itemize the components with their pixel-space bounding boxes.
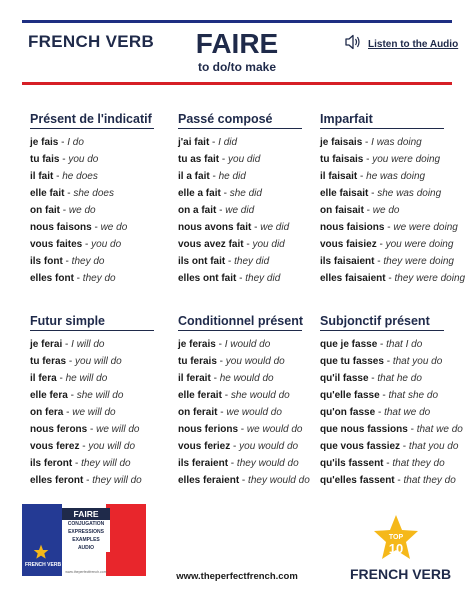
conjugation-row bbox=[320, 219, 466, 236]
english-translation: he does bbox=[62, 171, 98, 182]
english-translation: we did bbox=[260, 222, 290, 233]
french-form: que vous fassiez bbox=[320, 441, 401, 452]
separator: - bbox=[363, 205, 373, 216]
separator: - bbox=[58, 137, 68, 148]
french-form: nous ferions bbox=[178, 424, 239, 435]
separator: - bbox=[362, 137, 372, 148]
french-form: nous ferons bbox=[30, 424, 88, 435]
tense-block bbox=[30, 314, 176, 489]
french-form: qu'elle fasse bbox=[320, 390, 380, 401]
english-translation: they did bbox=[245, 273, 281, 284]
separator: - bbox=[407, 424, 417, 435]
french-form: nous faisons bbox=[30, 222, 92, 233]
conjugation-row bbox=[30, 438, 176, 455]
separator: - bbox=[79, 441, 89, 452]
conjugation-row bbox=[178, 151, 324, 168]
english-translation: he will do bbox=[65, 373, 108, 384]
separator: - bbox=[383, 356, 393, 367]
french-form: tu feras bbox=[30, 356, 67, 367]
french-form: tu fais bbox=[30, 154, 60, 165]
french-form: ils ont fait bbox=[178, 256, 226, 267]
conjugation-row bbox=[320, 134, 466, 151]
english-translation: they will do bbox=[92, 475, 142, 486]
separator: - bbox=[53, 171, 63, 182]
conjugation-row bbox=[178, 336, 324, 353]
tense-block bbox=[30, 112, 176, 287]
separator: - bbox=[377, 339, 387, 350]
conjugation-row bbox=[320, 404, 466, 421]
french-form: que tu fasses bbox=[320, 356, 384, 367]
english-translation: we were doing bbox=[393, 222, 458, 233]
english-translation: you would do bbox=[239, 441, 299, 452]
separator: - bbox=[219, 154, 229, 165]
french-form: elle fait bbox=[30, 188, 65, 199]
english-translation: I was doing bbox=[371, 137, 422, 148]
separator: - bbox=[217, 407, 227, 418]
english-translation: you will do bbox=[75, 356, 122, 367]
conjugation-row bbox=[320, 353, 466, 370]
french-form: qu'il fasse bbox=[320, 373, 369, 384]
conjugation-row bbox=[30, 202, 176, 219]
english-translation: we will do bbox=[72, 407, 116, 418]
english-translation: you do bbox=[91, 239, 122, 250]
flag-line: EXPRESSIONS bbox=[68, 529, 104, 535]
english-translation: that you do bbox=[392, 356, 443, 367]
conjugation-row bbox=[320, 270, 466, 287]
french-form: je ferai bbox=[30, 339, 63, 350]
conjugation-row bbox=[30, 168, 176, 185]
french-form: nous avons fait bbox=[178, 222, 252, 233]
conjugation-row bbox=[320, 202, 466, 219]
french-form: il faisait bbox=[320, 171, 358, 182]
english-translation: we did bbox=[225, 205, 255, 216]
conjugation-row bbox=[178, 202, 324, 219]
separator: - bbox=[221, 390, 231, 401]
separator: - bbox=[375, 407, 385, 418]
separator: - bbox=[368, 373, 378, 384]
separator: - bbox=[56, 373, 66, 384]
conjugation-row bbox=[30, 270, 176, 287]
english-translation: they do bbox=[71, 256, 105, 267]
footer-verb-label: FRENCH VERB bbox=[350, 566, 452, 582]
flag-line: AUDIO bbox=[77, 545, 95, 551]
french-form: on fait bbox=[30, 205, 60, 216]
english-translation: we would do bbox=[246, 424, 303, 435]
conjugation-row bbox=[320, 185, 466, 202]
conjugation-row bbox=[320, 151, 466, 168]
flag-small-url: www.theperfectfrench.com bbox=[65, 570, 107, 574]
flag-line: CONJUGATION bbox=[67, 521, 105, 527]
english-translation: you will do bbox=[88, 441, 136, 452]
english-translation: that we do bbox=[416, 424, 463, 435]
conjugation-row bbox=[30, 253, 176, 270]
page-subtitle: to do/to make bbox=[197, 60, 276, 74]
tense-block bbox=[320, 314, 466, 489]
french-form: il a fait bbox=[178, 171, 210, 182]
separator: - bbox=[82, 239, 92, 250]
conjugation-row bbox=[30, 421, 176, 438]
english-translation: we do bbox=[372, 205, 400, 216]
conjugation-row bbox=[320, 455, 466, 472]
french-form: j'ai fait bbox=[178, 137, 210, 148]
separator: - bbox=[225, 256, 235, 267]
tense-heading: Passé composé bbox=[178, 112, 302, 129]
separator: - bbox=[210, 373, 220, 384]
flag-line: EXAMPLES bbox=[72, 537, 100, 543]
separator: - bbox=[239, 475, 249, 486]
separator: - bbox=[216, 205, 226, 216]
english-translation: you did bbox=[228, 154, 261, 165]
english-translation: that they do bbox=[392, 458, 445, 469]
header-category-label: FRENCH VERB bbox=[28, 32, 155, 51]
french-form: elles feraient bbox=[178, 475, 240, 486]
english-translation: they did bbox=[234, 256, 270, 267]
english-translation: you did bbox=[252, 239, 285, 250]
french-form: elles faisaient bbox=[320, 273, 386, 284]
separator: - bbox=[91, 222, 101, 233]
flag-red-band bbox=[106, 504, 146, 576]
english-translation: that we do bbox=[384, 407, 431, 418]
french-form: tu faisais bbox=[320, 154, 364, 165]
conjugation-row bbox=[320, 438, 466, 455]
french-form: qu'elles fassent bbox=[320, 475, 395, 486]
flag-footer-label: FRENCH VERB bbox=[24, 562, 62, 568]
conjugation-row bbox=[178, 404, 324, 421]
french-form: on faisait bbox=[320, 205, 364, 216]
french-form: ils feraient bbox=[178, 458, 229, 469]
french-form: que nous fassions bbox=[320, 424, 408, 435]
conjugation-row bbox=[178, 270, 324, 287]
english-translation: he would do bbox=[219, 373, 274, 384]
conjugation-row bbox=[30, 404, 176, 421]
badge-number: 10 bbox=[388, 541, 404, 556]
separator: - bbox=[400, 441, 409, 452]
french-form: vous feriez bbox=[178, 441, 231, 452]
separator: - bbox=[87, 424, 97, 435]
separator: - bbox=[215, 339, 225, 350]
conjugation-row bbox=[178, 438, 324, 455]
separator: - bbox=[209, 137, 219, 148]
separator: - bbox=[384, 222, 394, 233]
english-translation: I did bbox=[218, 137, 238, 148]
separator: - bbox=[357, 171, 367, 182]
conjugation-row bbox=[178, 387, 324, 404]
english-translation: I do bbox=[67, 137, 84, 148]
french-form: tu ferais bbox=[178, 356, 217, 367]
separator: - bbox=[394, 475, 404, 486]
french-form: je fais bbox=[30, 137, 59, 148]
separator: - bbox=[66, 356, 76, 367]
french-form: on ferait bbox=[178, 407, 218, 418]
french-form: vous ferez bbox=[30, 441, 80, 452]
english-translation: he was doing bbox=[366, 171, 426, 182]
conjugation-row bbox=[178, 370, 324, 387]
english-translation: that you do bbox=[408, 441, 459, 452]
separator: - bbox=[83, 475, 93, 486]
conjugation-row bbox=[178, 455, 324, 472]
french-form: elles ont fait bbox=[178, 273, 237, 284]
english-translation: you were doing bbox=[385, 239, 454, 250]
french-form: vous avez fait bbox=[178, 239, 244, 250]
english-translation: they would do bbox=[248, 475, 310, 486]
english-translation: they were doing bbox=[394, 273, 466, 284]
conjugation-row bbox=[30, 134, 176, 151]
separator: - bbox=[220, 188, 230, 199]
french-form: nous faisions bbox=[320, 222, 385, 233]
conjugation-row bbox=[178, 421, 324, 438]
english-translation: they do bbox=[82, 273, 116, 284]
english-translation: that he do bbox=[377, 373, 422, 384]
separator: - bbox=[63, 407, 73, 418]
tense-block bbox=[178, 112, 324, 287]
conjugation-row bbox=[178, 353, 324, 370]
tense-heading: Imparfait bbox=[320, 112, 444, 129]
english-translation: I would do bbox=[224, 339, 271, 350]
separator: - bbox=[209, 171, 219, 182]
tense-block bbox=[178, 314, 324, 489]
conjugation-row bbox=[30, 370, 176, 387]
separator: - bbox=[236, 273, 246, 284]
french-form: il ferait bbox=[178, 373, 211, 384]
conjugation-row bbox=[178, 236, 324, 253]
separator: - bbox=[368, 188, 378, 199]
separator: - bbox=[374, 256, 384, 267]
french-form: on fera bbox=[30, 407, 64, 418]
english-translation: you were doing bbox=[372, 154, 441, 165]
separator: - bbox=[62, 339, 72, 350]
conjugation-row bbox=[30, 219, 176, 236]
french-form: ils font bbox=[30, 256, 63, 267]
conjugation-row bbox=[320, 472, 466, 489]
conjugation-row bbox=[30, 151, 176, 168]
separator: - bbox=[379, 390, 389, 401]
listen-audio-link[interactable] bbox=[344, 34, 458, 55]
conjugation-row bbox=[178, 253, 324, 270]
separator: - bbox=[64, 188, 74, 199]
badge-top-label: TOP bbox=[388, 534, 404, 541]
english-translation: that she do bbox=[388, 390, 439, 401]
english-translation: that they do bbox=[403, 475, 456, 486]
french-form: que je fasse bbox=[320, 339, 378, 350]
conjugation-row bbox=[320, 336, 466, 353]
french-form: elle faisait bbox=[320, 188, 369, 199]
english-translation: that I do bbox=[386, 339, 423, 350]
english-translation: she will do bbox=[76, 390, 124, 401]
french-form: je ferais bbox=[178, 339, 216, 350]
flag-info-box bbox=[62, 508, 110, 552]
separator: - bbox=[243, 239, 253, 250]
separator: - bbox=[238, 424, 247, 435]
english-translation: we would do bbox=[226, 407, 282, 418]
conjugation-row bbox=[320, 387, 466, 404]
english-translation: they were doing bbox=[383, 256, 454, 267]
english-translation: he did bbox=[218, 171, 246, 182]
french-form: vous faites bbox=[30, 239, 83, 250]
conjugation-row bbox=[320, 370, 466, 387]
english-translation: you do bbox=[68, 154, 99, 165]
conjugation-row bbox=[30, 353, 176, 370]
conjugation-row bbox=[30, 387, 176, 404]
french-form: ils feront bbox=[30, 458, 73, 469]
french-form: tu as fait bbox=[178, 154, 220, 165]
separator: - bbox=[72, 458, 82, 469]
french-form: elle a fait bbox=[178, 188, 221, 199]
english-translation: we do bbox=[100, 222, 128, 233]
separator: - bbox=[60, 205, 69, 216]
french-form: elle fera bbox=[30, 390, 68, 401]
separator: - bbox=[216, 356, 226, 367]
french-form: il fait bbox=[30, 171, 54, 182]
separator: - bbox=[376, 239, 386, 250]
english-translation: you would do bbox=[225, 356, 285, 367]
website-link[interactable]: www.theperfectfrench.com bbox=[176, 571, 298, 582]
conjugation-row bbox=[30, 455, 176, 472]
english-translation: we will do bbox=[96, 424, 140, 435]
french-form: qu'on fasse bbox=[320, 407, 376, 418]
conjugation-row bbox=[178, 219, 324, 236]
english-translation: they would do bbox=[236, 458, 299, 469]
english-translation: she would do bbox=[230, 390, 290, 401]
conjugation-row bbox=[30, 472, 176, 489]
french-form: je faisais bbox=[320, 137, 363, 148]
separator: - bbox=[62, 256, 72, 267]
french-form: vous faisiez bbox=[320, 239, 377, 250]
speaker-icon bbox=[344, 34, 362, 55]
french-form: qu'ils fassent bbox=[320, 458, 384, 469]
conjugation-row bbox=[320, 253, 466, 270]
english-translation: they will do bbox=[81, 458, 131, 469]
separator: - bbox=[385, 273, 395, 284]
english-translation: I will do bbox=[71, 339, 105, 350]
conjugation-row bbox=[320, 236, 466, 253]
header-divider bbox=[22, 82, 452, 85]
separator: - bbox=[230, 441, 240, 452]
top10-badge bbox=[373, 514, 419, 562]
separator: - bbox=[383, 458, 393, 469]
conjugation-row bbox=[178, 472, 324, 489]
tense-heading: Conditionnel présent bbox=[178, 314, 302, 331]
conjugation-row bbox=[320, 421, 466, 438]
tense-heading: Subjonctif présent bbox=[320, 314, 444, 331]
tense-heading: Futur simple bbox=[30, 314, 154, 331]
french-form: elles font bbox=[30, 273, 74, 284]
top-rule bbox=[22, 20, 452, 23]
french-form: on a fait bbox=[178, 205, 217, 216]
french-form: elle ferait bbox=[178, 390, 222, 401]
english-translation: we do bbox=[68, 205, 96, 216]
french-form: elles feront bbox=[30, 475, 84, 486]
conjugation-row bbox=[320, 168, 466, 185]
separator: - bbox=[73, 273, 83, 284]
tense-heading: Présent de l'indicatif bbox=[30, 112, 154, 129]
french-form: il fera bbox=[30, 373, 57, 384]
english-translation: she did bbox=[229, 188, 262, 199]
french-form: ils faisaient bbox=[320, 256, 375, 267]
flag-verb-label: FAIRE bbox=[62, 508, 110, 520]
conjugation-row bbox=[30, 336, 176, 353]
conjugation-row bbox=[178, 168, 324, 185]
separator: - bbox=[67, 390, 77, 401]
separator: - bbox=[251, 222, 261, 233]
page-title: FAIRE bbox=[195, 28, 279, 59]
tense-block bbox=[320, 112, 466, 287]
separator: - bbox=[59, 154, 69, 165]
separator: - bbox=[228, 458, 237, 469]
english-translation: she was doing bbox=[377, 188, 442, 199]
conjugation-row bbox=[30, 236, 176, 253]
conjugation-row bbox=[30, 185, 176, 202]
english-translation: she does bbox=[73, 188, 114, 199]
conjugation-row bbox=[178, 134, 324, 151]
listen-audio-label: Listen to the Audio bbox=[368, 39, 459, 50]
conjugation-row bbox=[178, 185, 324, 202]
separator: - bbox=[363, 154, 373, 165]
